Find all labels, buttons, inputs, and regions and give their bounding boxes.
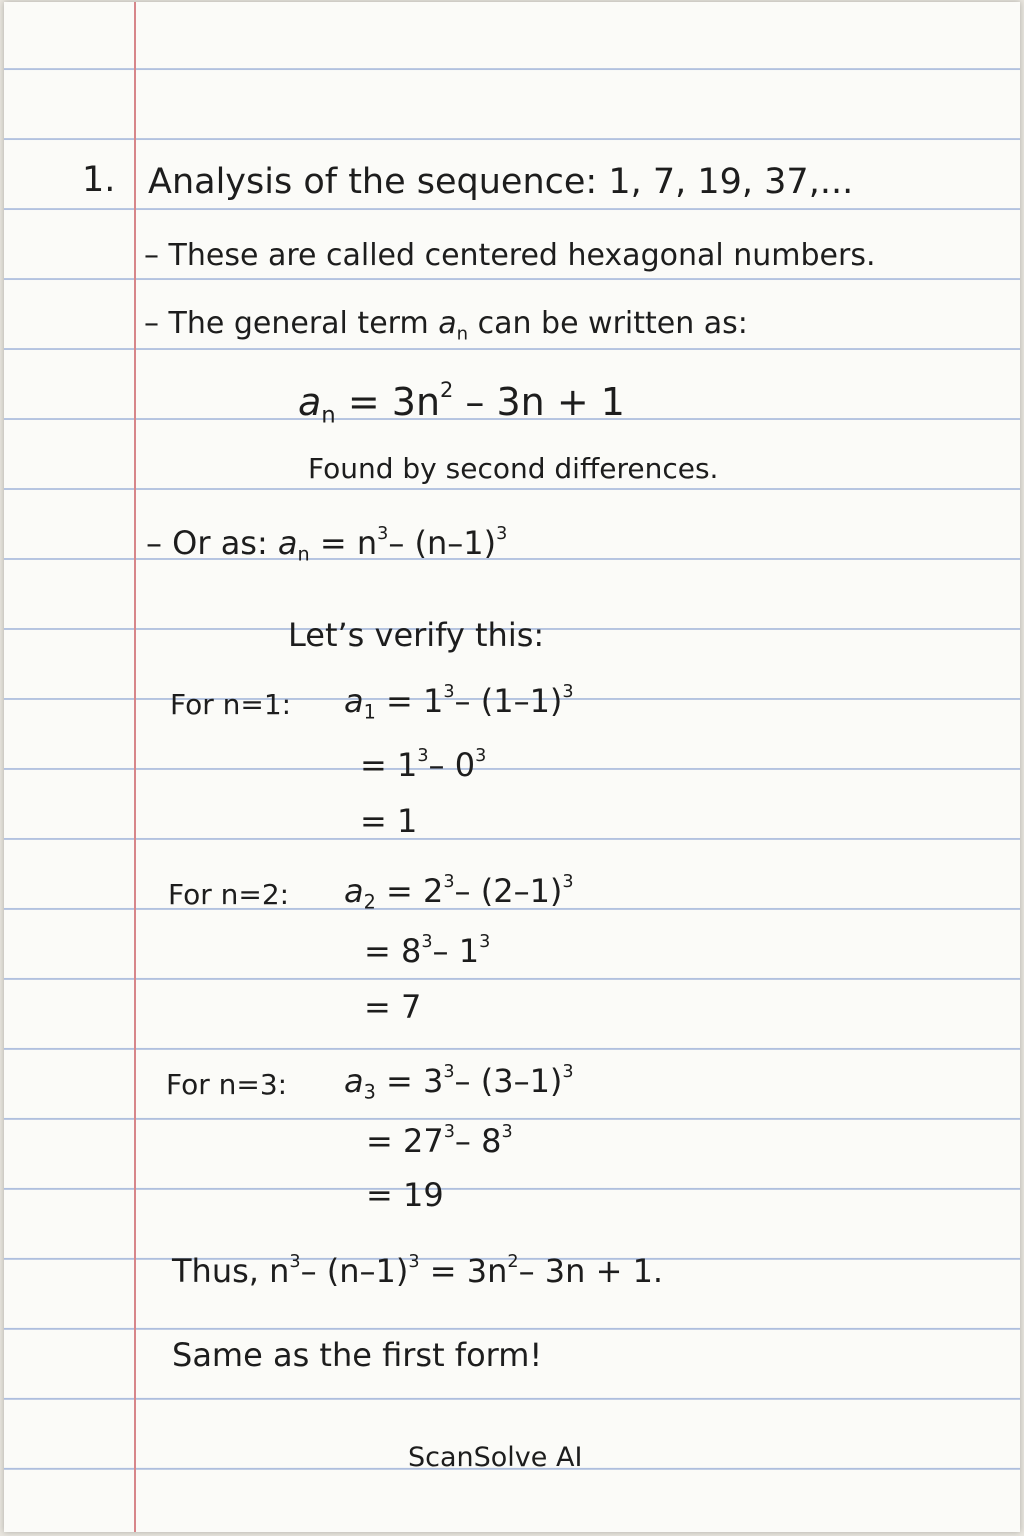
formula-cube-difference: – Or as: $a_n = n^3-$ $(n-1)^3$ <box>146 524 508 566</box>
check-2-line-1: $a_2 = 2^3-$ $(2-1)^3$ <box>344 872 574 914</box>
bullet-centered-hexagonal: – These are called centered hexagonal numbers. <box>144 238 876 273</box>
heading-text: Analysis of the sequence: 1, 7, 19, 37,... <box>148 162 854 202</box>
check-2-result: = 7 <box>364 988 422 1026</box>
formula-quadratic: $a_n = 3n^2 - 3n + 1$ <box>298 378 625 429</box>
margin-line <box>134 2 136 1532</box>
check-2-line-2: = $8^3-$ $1^3$ <box>364 932 491 970</box>
same-as-first-form: Same as the first form! <box>172 1336 543 1374</box>
check-1-label: For n=1: <box>170 688 292 721</box>
check-1-line-1: $a_1 = 1^3-$ $(1-1)^3$ <box>344 682 574 724</box>
watermark: ScanSolve AI <box>408 1442 583 1473</box>
verify-heading: Let’s verify this: <box>288 616 545 654</box>
problem-number: 1. <box>82 160 116 200</box>
bullet-general-term: – The general term $a_n$ can be written as: <box>144 306 748 345</box>
notebook-page <box>4 2 1020 1532</box>
check-3-line-1: $a_3 = 3^3-$ $(3-1)^3$ <box>344 1062 574 1104</box>
check-3-label: For n=3: <box>166 1068 288 1101</box>
check-1-line-2: = $1^3-$ $0^3$ <box>360 746 487 784</box>
conclusion-line: Thus, $n^3-$ $(n-1)^3 = 3n^2-$ 3n + 1. <box>172 1252 664 1290</box>
check-3-result: = 19 <box>366 1176 444 1214</box>
check-1-result: = 1 <box>360 802 418 840</box>
check-2-label: For n=2: <box>168 878 290 911</box>
note-second-differences: Found by second differences. <box>308 452 719 485</box>
check-3-line-2: = $27^3-$ $8^3$ <box>366 1122 513 1160</box>
